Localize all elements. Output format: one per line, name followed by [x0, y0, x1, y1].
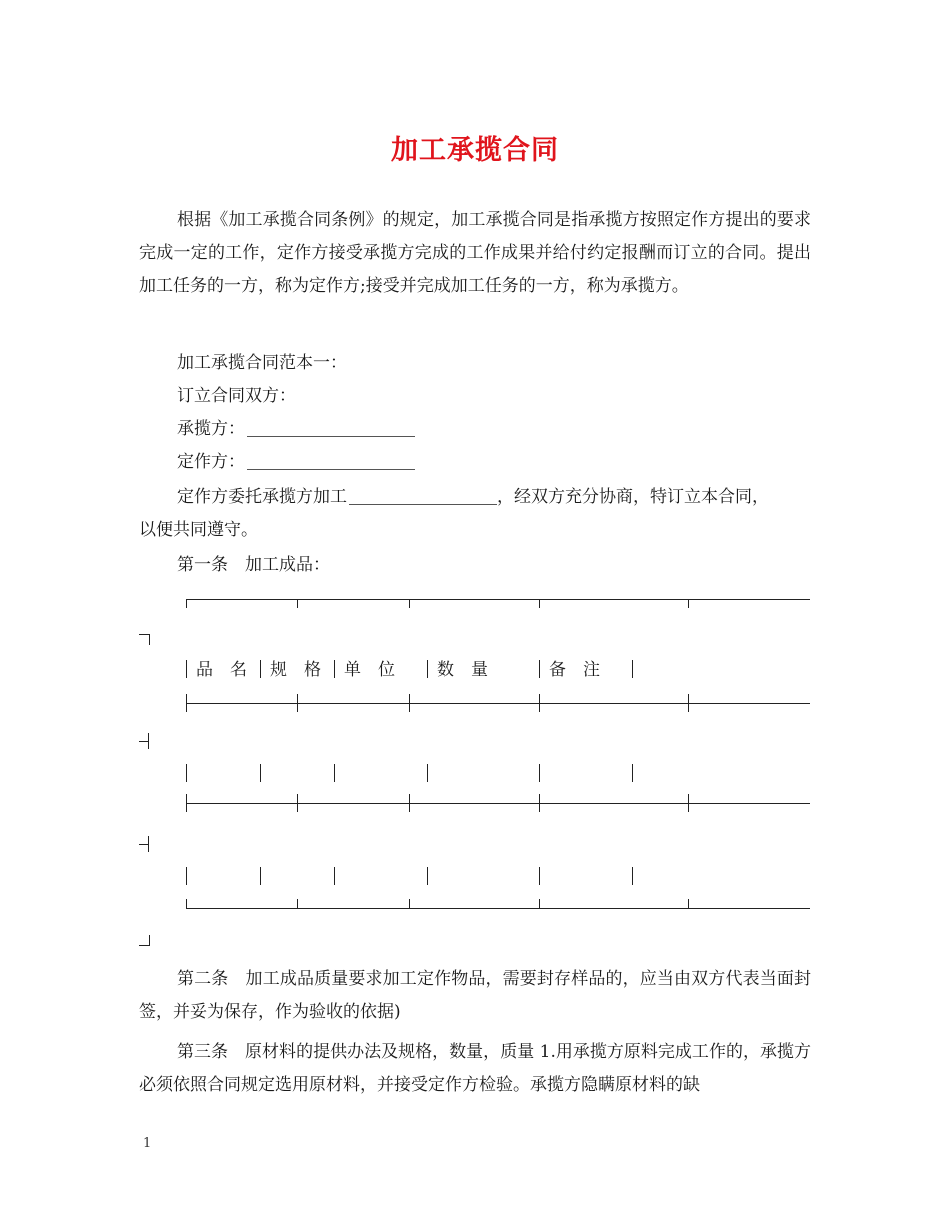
- page-number: 1: [143, 1136, 152, 1151]
- table-cell-divider: [334, 764, 335, 782]
- table-corner-top-right: [139, 634, 150, 645]
- table-cross: [539, 694, 540, 712]
- document-title: 加工承揽合同: [391, 135, 559, 166]
- table-side-tee: [139, 733, 149, 749]
- table-cell-divider: [632, 764, 633, 782]
- table-cross: [688, 694, 689, 712]
- table-cell-divider: [260, 867, 261, 885]
- table-cell-divider: [427, 660, 428, 678]
- table-cell-divider: [539, 764, 540, 782]
- article-1-heading: 第一条 加工成品：: [177, 555, 330, 575]
- table-cross: [186, 694, 187, 712]
- entrust-tail: 以便共同遵守。: [139, 520, 258, 540]
- article-2-paragraph: 第二条 加工成品质量要求加工定作物品，需要封存样品的，应当由双方代表当面封签，并妥为保存，作为验收的依据): [139, 969, 811, 1022]
- table-cell-divider: [427, 867, 428, 885]
- table-cell-divider: [539, 660, 540, 678]
- table-top-tick: [688, 599, 689, 608]
- table-cell-divider: [186, 867, 187, 885]
- intro-paragraph: 根据《加工承揽合同条例》的规定，加工承揽合同是指承揽方按照定作方提出的要求完成一定的工作，定作方接受承揽方完成的工作成果并给付约定报酬而订立的合同。提出加工任务的一方，称为定作方;接受并完成加工任务的一方，称为承揽方。: [139, 210, 811, 296]
- table-cross: [409, 694, 410, 712]
- table-row-separator: [186, 803, 810, 804]
- entrust-line: [177, 481, 769, 514]
- contractor-label: 承揽方：: [177, 419, 245, 439]
- orderer-line: [177, 446, 415, 479]
- entrust-blank: [349, 486, 497, 505]
- table-cross: [297, 694, 298, 712]
- table-bottom-border: [186, 908, 810, 909]
- table-row-separator: [186, 703, 810, 704]
- table-cell-divider: [186, 660, 187, 678]
- table-cell-divider: [260, 660, 261, 678]
- table-bottom-tick: [688, 899, 689, 908]
- parties-heading: 订立合同双方：: [177, 386, 296, 406]
- header-product-name: 品 名: [196, 660, 247, 680]
- table-cell-divider: [186, 764, 187, 782]
- table-top-tick: [297, 599, 298, 608]
- header-specification: 规 格: [270, 660, 321, 680]
- table-top-tick: [409, 599, 410, 608]
- orderer-label: 定作方：: [177, 452, 245, 472]
- table-cell-divider: [334, 660, 335, 678]
- table-corner-bottom-right: [139, 935, 150, 946]
- table-cell-divider: [632, 660, 633, 678]
- table-cross: [186, 794, 187, 812]
- table-bottom-tick: [409, 899, 410, 908]
- table-cell-divider: [539, 867, 540, 885]
- table-cell-divider: [334, 867, 335, 885]
- table-cross: [688, 794, 689, 812]
- table-bottom-tick: [297, 899, 298, 908]
- header-quantity: 数 量: [437, 660, 488, 680]
- orderer-blank: [247, 451, 415, 470]
- table-top-tick: [186, 599, 187, 608]
- article-3-paragraph: 第三条 原材料的提供办法及规格，数量，质量 1.用承揽方原料完成工作的，承揽方必须依照合同规定选用原材料，并接受定作方检验。承揽方隐瞒原材料的缺: [139, 1042, 811, 1095]
- table-cell-divider: [260, 764, 261, 782]
- table-bottom-tick: [186, 899, 187, 908]
- table-cross: [539, 794, 540, 812]
- table-bottom-tick: [539, 899, 540, 908]
- table-side-tee: [139, 836, 149, 852]
- sample-heading: 加工承揽合同范本一：: [177, 353, 347, 373]
- entrust-prefix: 定作方委托承揽方加工: [177, 487, 347, 507]
- table-top-border: [186, 599, 810, 600]
- table-cell-divider: [427, 764, 428, 782]
- contractor-line: [177, 413, 415, 446]
- header-remarks: 备 注: [549, 660, 600, 680]
- header-unit: 单 位: [344, 660, 395, 680]
- table-top-tick: [539, 599, 540, 608]
- table-cross: [297, 794, 298, 812]
- table-cell-divider: [632, 867, 633, 885]
- entrust-suffix: ，经双方充分协商，特订立本合同，: [497, 487, 769, 507]
- contractor-blank: [247, 418, 415, 437]
- table-cross: [409, 794, 410, 812]
